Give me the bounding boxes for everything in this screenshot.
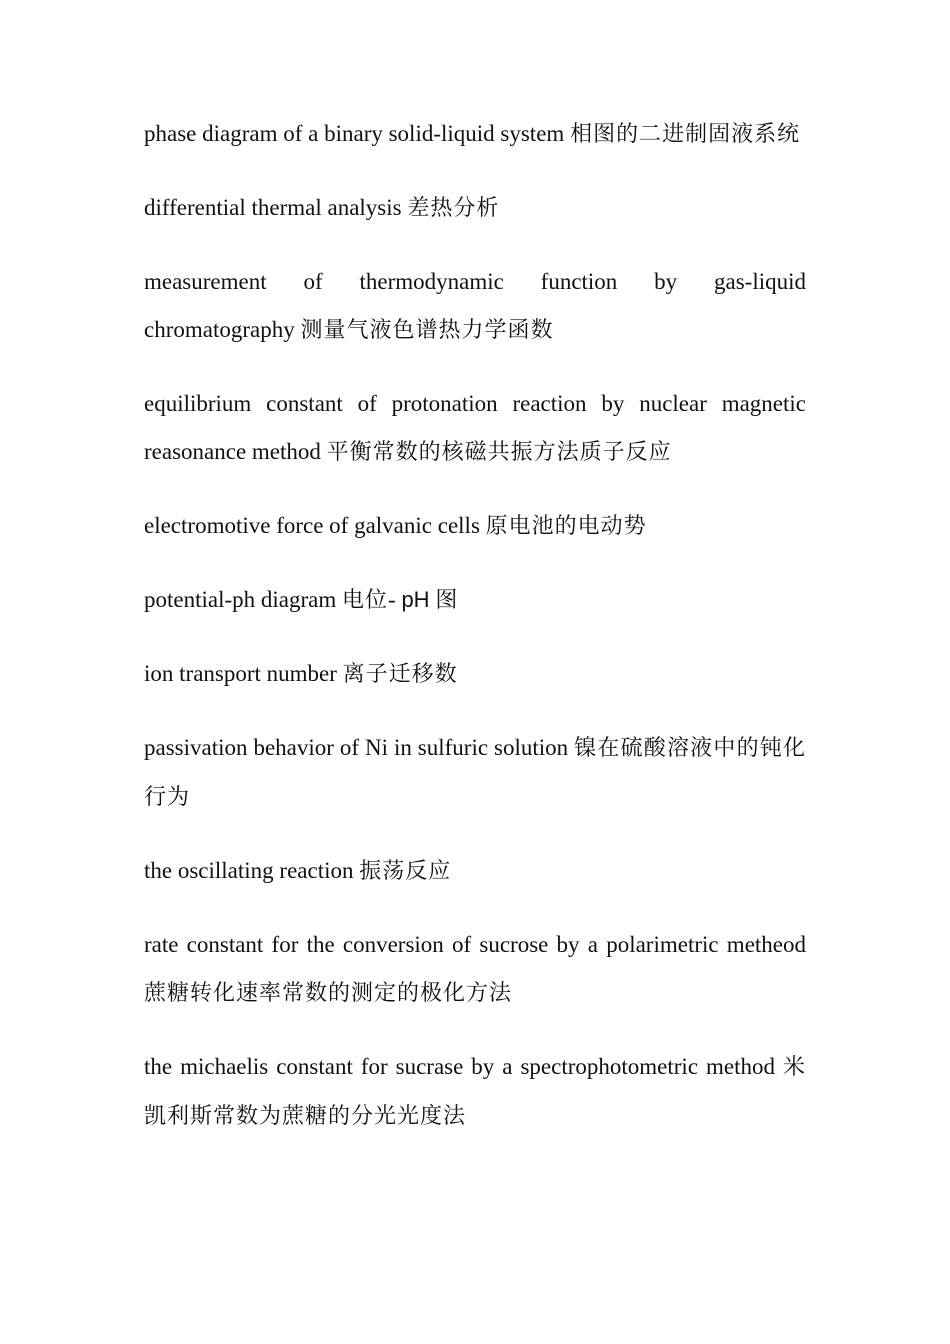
entry-chinese: 振荡反应	[359, 859, 452, 884]
glossary-entry	[144, 258, 806, 355]
entry-english: differential thermal analysis	[144, 195, 402, 220]
glossary-entry	[144, 380, 806, 477]
entry-english: electromotive force of galvanic cells	[144, 513, 480, 538]
glossary-entry	[144, 847, 806, 896]
entry-chinese: 镍在硫酸溶液中的钝化行为	[144, 736, 806, 810]
entry-english: passivation behavior of Ni in sulfuric solution	[144, 735, 569, 760]
entry-english: the michaelis constant for sucrase by a spectrophotometric method	[144, 1054, 775, 1079]
entry-chinese: 相图的二进制固液系统	[570, 122, 801, 147]
glossary-entry	[144, 921, 806, 1018]
glossary-entry	[144, 1043, 806, 1141]
entry-dash: -	[388, 587, 402, 612]
entry-english: equilibrium constant of protonation reaction by nuclear magnetic reasonance method	[144, 391, 806, 464]
entry-english: potential-ph diagram	[144, 587, 337, 612]
entry-english: measurement of thermodynamic function by gas-liquid chromatography	[144, 269, 806, 342]
entry-chinese: 蔗糖转化速率常数的测定的极化方法	[144, 981, 513, 1006]
entry-english: ion transport number	[144, 661, 337, 686]
glossary-list	[144, 110, 806, 1166]
entry-chinese: 米凯利斯常数为蔗糖的分光光度法	[144, 1055, 806, 1129]
entry-chinese: 原电池的电动势	[485, 514, 647, 539]
entry-chinese: 测量气液色谱热力学函数	[300, 318, 554, 343]
glossary-entry	[144, 724, 806, 822]
glossary-entry	[144, 110, 806, 159]
glossary-entry	[144, 576, 806, 625]
glossary-entry	[144, 502, 806, 551]
entry-chinese: 差热分析	[407, 196, 500, 221]
entry-chinese: 平衡常数的核磁共振方法质子反应	[326, 440, 672, 465]
entry-chinese: 电位	[342, 588, 389, 613]
entry-chinese: 离子迁移数	[342, 662, 458, 687]
entry-english: the oscillating reaction	[144, 858, 354, 883]
glossary-entry	[144, 650, 806, 699]
entry-english: phase diagram of a binary solid-liquid system	[144, 121, 565, 146]
entry-chinese-suffix: 图	[435, 588, 459, 613]
glossary-entry	[144, 184, 806, 233]
entry-ph-symbol: pH	[401, 587, 430, 612]
entry-english: rate constant for the conversion of sucrose by a polarimetric metheod	[144, 932, 806, 957]
